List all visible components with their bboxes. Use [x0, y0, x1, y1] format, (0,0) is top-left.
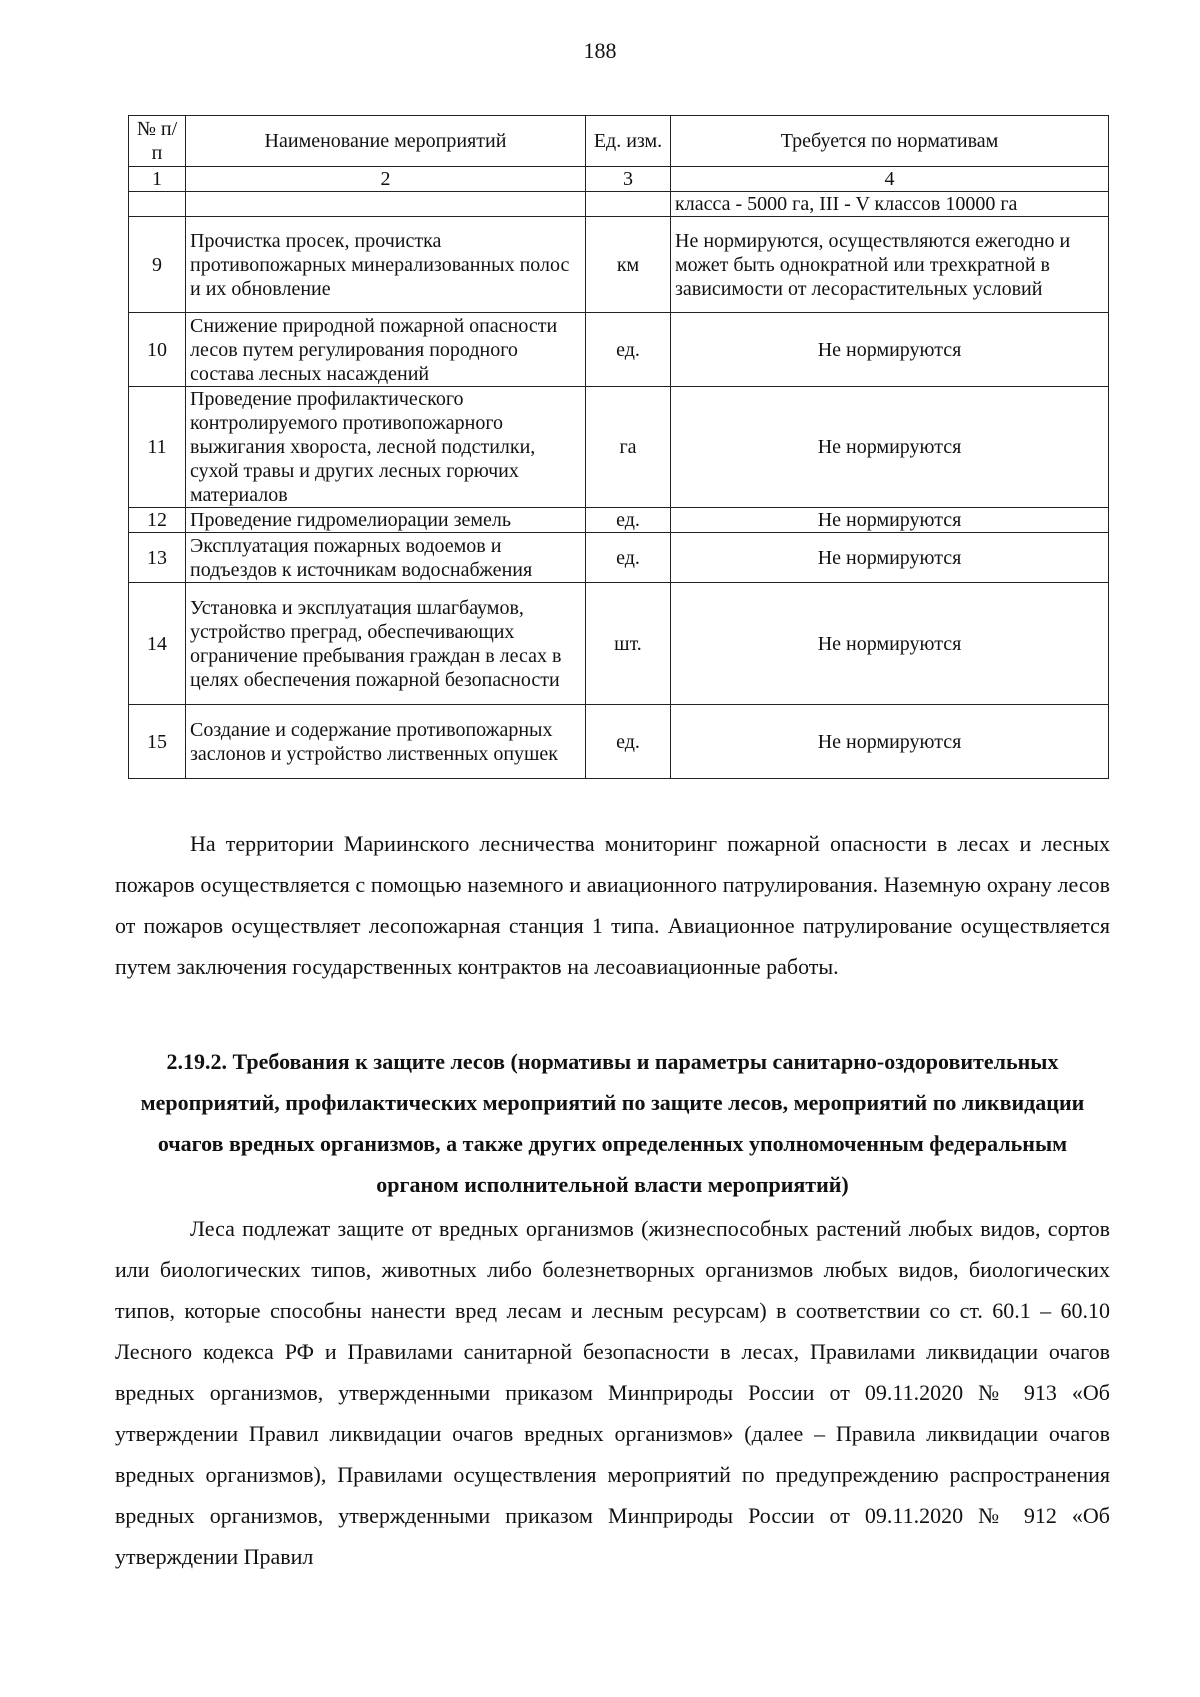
row-name: Установка и эксплуатация шлагбаумов, устройство преград, обеспечивающих ограничение пребывания граждан в лесах в целях обеспечения пожарной безопасности: [186, 583, 586, 705]
table-row: [129, 508, 1109, 533]
row-unit: [586, 192, 671, 217]
table-row: [129, 387, 1109, 508]
row-name: [186, 192, 586, 217]
colnum-4: 4: [671, 167, 1109, 192]
header-norm: Требуется по нормативам: [671, 116, 1109, 167]
row-norm: Не нормируются: [671, 508, 1109, 533]
row-unit: ед.: [586, 313, 671, 387]
row-num: 15: [129, 705, 186, 779]
row-name: Прочистка просек, прочистка противопожарных минерализованных полос и их обновление: [186, 217, 586, 313]
table-header-row: [129, 116, 1109, 167]
row-num: 11: [129, 387, 186, 508]
monitoring-paragraph: На территории Мариинского лесничества мониторинг пожарной опасности в лесах и лесных пожаров осуществляется с помощью наземного и авиационного патрулирования. Наземную охрану лесов от пожаров осуществляет лесопожарная станция 1 типа. Авиационное патрулирование осуществляется путем заключения государственных контрактов на лесоавиационные работы.: [115, 831, 1110, 979]
row-unit: км: [586, 217, 671, 313]
row-unit: ед.: [586, 533, 671, 583]
row-norm: Не нормируются: [671, 533, 1109, 583]
header-name: Наименование мероприятий: [186, 116, 586, 167]
row-norm: Не нормируются: [671, 583, 1109, 705]
section-heading: 2.19.2. Требования к защите лесов (нормативы и параметры санитарно-оздоровительных мероприятий, профилактических мероприятий по защите лесов, мероприятий по ликвидации очагов вредных организмов, а также других определенных уполномоченным федеральным органом исполнительной власти мероприятий): [140, 1049, 1085, 1197]
header-num: № п/п: [129, 116, 186, 167]
monitoring-paragraph-block: [115, 823, 1110, 987]
row-name: Проведение гидромелиорации земель: [186, 508, 586, 533]
fire-measures-table: [128, 115, 1109, 779]
row-name: Создание и содержание противопожарных заслонов и устройство лиственных опушек: [186, 705, 586, 779]
row-name: Эксплуатация пожарных водоемов и подъездов к источникам водоснабжения: [186, 533, 586, 583]
row-norm: Не нормируются: [671, 705, 1109, 779]
row-norm: Не нормируются: [671, 313, 1109, 387]
header-unit: Ед. изм.: [586, 116, 671, 167]
row-norm: Не нормируются: [671, 387, 1109, 508]
row-num: 12: [129, 508, 186, 533]
table-row: [129, 192, 1109, 217]
row-num: 14: [129, 583, 186, 705]
row-unit: ед.: [586, 705, 671, 779]
row-unit: шт.: [586, 583, 671, 705]
row-unit: ед.: [586, 508, 671, 533]
table-row: [129, 705, 1109, 779]
table-row: [129, 313, 1109, 387]
page-number: 188: [583, 38, 617, 63]
table-row: [129, 533, 1109, 583]
row-norm: класса - 5000 га, III - V классов 10000 га: [671, 192, 1109, 217]
row-num: [129, 192, 186, 217]
row-num: 13: [129, 533, 186, 583]
row-name: Проведение профилактического контролируемого противопожарного выжигания хвороста, лесной подстилки, сухой травы и других лесных горючих материалов: [186, 387, 586, 508]
row-norm: Не нормируются, осуществляются ежегодно и может быть однократной или трехкратной в зависимости от лесорастительных условий: [671, 217, 1109, 313]
row-num: 10: [129, 313, 186, 387]
colnum-3: 3: [586, 167, 671, 192]
table-row: [129, 217, 1109, 313]
table-row: [129, 583, 1109, 705]
row-unit: га: [586, 387, 671, 508]
row-num: 9: [129, 217, 186, 313]
colnum-1: 1: [129, 167, 186, 192]
column-number-row: [129, 167, 1109, 192]
colnum-2: 2: [186, 167, 586, 192]
row-name: Снижение природной пожарной опасности лесов путем регулирования породного состава лесных насаждений: [186, 313, 586, 387]
forest-protection-paragraph: Леса подлежат защите от вредных организмов (жизнеспособных растений любых видов, сортов или биологических типов, животных либо болезнетворных организмов любых видов, биологических типов, которые способны нанести вред лесам и лесным ресурсам) в соответствии со ст. 60.1 – 60.10 Лесного кодекса РФ и Правилами санитарной безопасности в лесах, Правилами ликвидации очагов вредных организмов, утвержденными приказом Минприроды России от 09.11.2020 № 913 «Об утверждении Правил ликвидации очагов вредных организмов» (далее – Правила ликвидации очагов вредных организмов), Правилами осуществления мероприятий по предупреждению распространения вредных организмов, утвержденными приказом Минприроды России от 09.11.2020 № 912 «Об утверждении Правил: [115, 1216, 1110, 1569]
forest-protection-paragraph-block: [115, 1208, 1110, 1577]
